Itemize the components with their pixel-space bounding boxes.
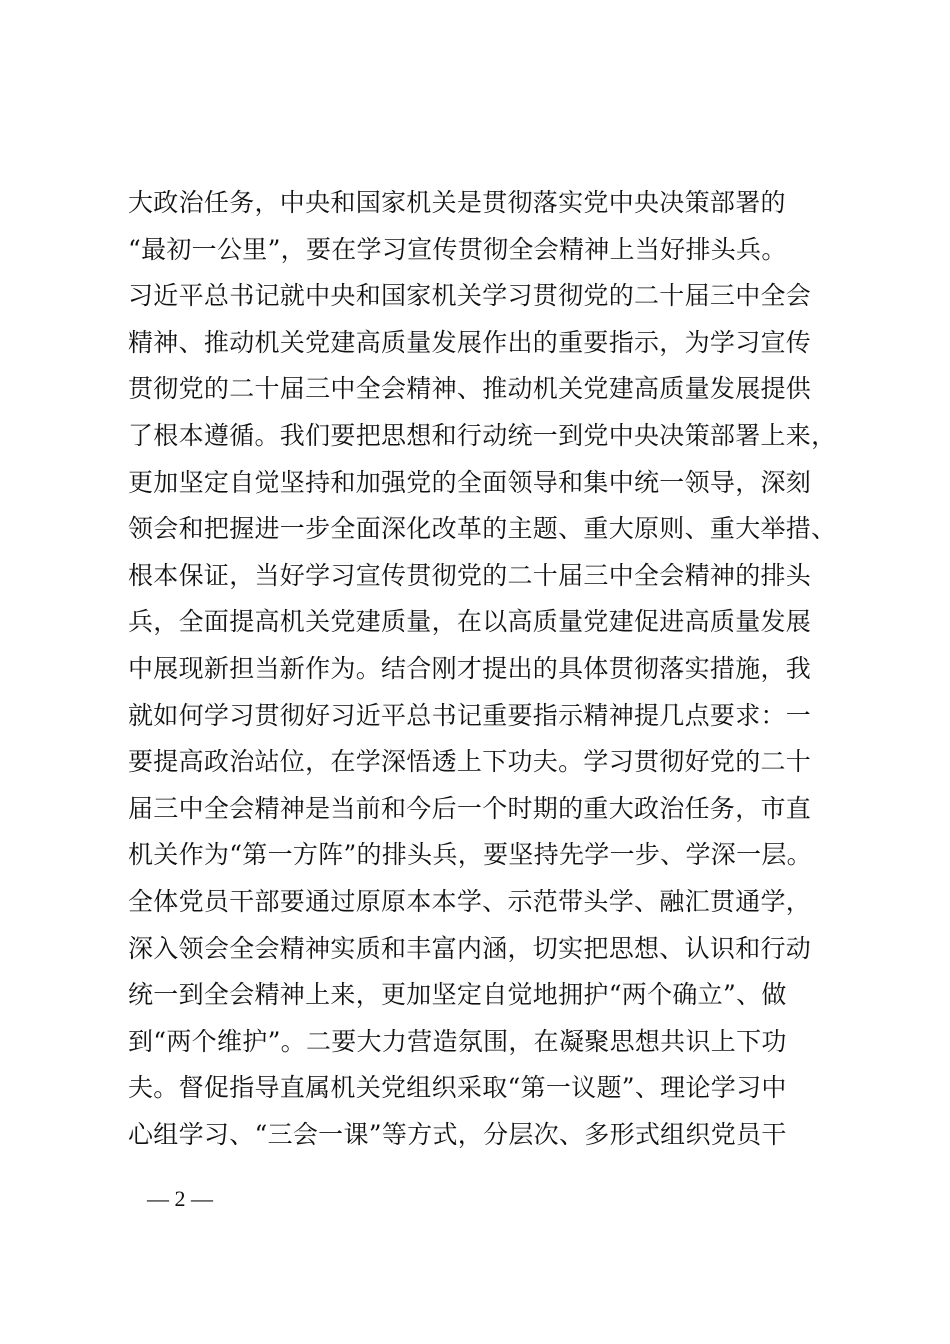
text-line: 届三中全会精神是当前和今后一个时期的重大政治任务，市直 <box>128 793 812 823</box>
text-line: 要提高政治站位，在学深悟透上下功夫。学习贯彻好党的二十 <box>128 747 812 777</box>
text-line: 中展现新担当新作为。结合刚才提出的具体贯彻落实措施，我 <box>128 653 812 683</box>
page-number: — 2 — <box>147 1186 213 1211</box>
text-line: 心组学习、“三会一课”等方式，分层次、多形式组织党员干 <box>128 1119 787 1149</box>
text-line: 根本保证，当好学习宣传贯彻党的二十届三中全会精神的排头 <box>128 560 812 590</box>
text-line: 更加坚定自觉坚持和加强党的全面领导和集中统一领导，深刻 <box>128 467 812 497</box>
text-line: 就如何学习贯彻好习近平总书记重要指示精神提几点要求：一 <box>128 700 812 730</box>
text-line: 兵，全面提高机关党建质量，在以高质量党建促进高质量发展 <box>128 607 812 637</box>
text-line: 深入领会全会精神实质和丰富内涵，切实把思想、认识和行动 <box>128 933 812 963</box>
text-line: 机关作为“第一方阵”的排头兵，要坚持先学一步、学深一层。 <box>128 840 812 870</box>
text-line: 习近平总书记就中央和国家机关学习贯彻党的二十届三中全会 <box>128 281 812 311</box>
text-line: 全体党员干部要通过原原本本学、示范带头学、融汇贯通学， <box>128 886 812 916</box>
text-line: 精神、推动机关党建高质量发展作出的重要指示，为学习宣传 <box>128 327 812 357</box>
body-text <box>128 180 848 1158</box>
text-line: 领会和把握进一步全面深化改革的主题、重大原则、重大举措、 <box>128 514 837 544</box>
text-line: “最初一公里”，要在学习宣传贯彻全会精神上当好排头兵。 <box>128 234 787 264</box>
text-line: 到“两个维护”。二要大力营造氛围，在凝聚思想共识上下功 <box>128 1026 787 1056</box>
text-line: 统一到全会精神上来，更加坚定自觉地拥护“两个确立”、做 <box>128 980 787 1010</box>
text-line: 贯彻党的二十届三中全会精神、推动机关党建高质量发展提供 <box>128 374 812 404</box>
text-line: 夫。督促指导直属机关党组织采取“第一议题”、理论学习中 <box>128 1073 787 1103</box>
text-line: 大政治任务，中央和国家机关是贯彻落实党中央决策部署的 <box>128 188 786 217</box>
text-line: 了根本遵循。我们要把思想和行动统一到党中央决策部署上来， <box>128 420 837 450</box>
